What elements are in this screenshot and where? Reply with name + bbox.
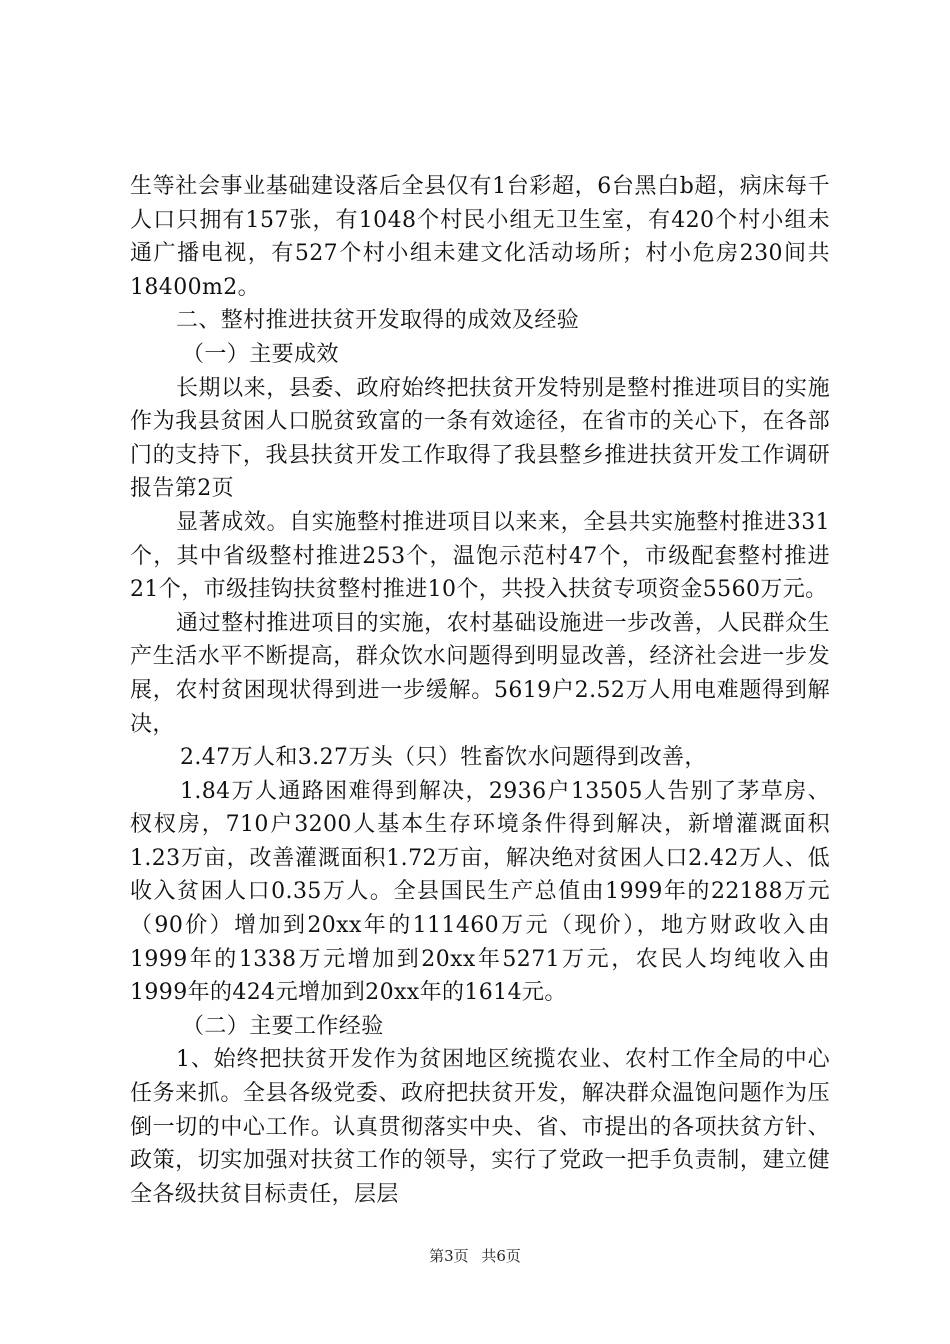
paragraph-long-term-effort: 长期以来，县委、政府始终把扶贫开发特别是整村推进项目的实施作为我县贫困人口脱贫致富的一条有效途径，在省市的关心下，在各部门的支持下，我县扶贫开发工作取得了我县整乡推进扶贫开发工作调研报告第2页 xyxy=(130,375,830,502)
paragraph-notable-results: 显著成效。自实施整村推进项目以来来，全县共实施整村推进331个，其中省级整村推进253个，温饱示范村47个，市级配套整村推进21个，市级挂钩扶贫整村推进10个，共投入扶贫专项资金5560万元。 xyxy=(130,509,830,603)
paragraph-water-supply: 2.47万人和3.27万头（只）牲畜饮水问题得到改善， xyxy=(180,745,707,771)
paragraph-road-and-income: 1.84万人通路困难得到解决，2936户13505人告别了茅草房、杈杈房，710户3200人基本生存环境条件得到解决，新增灌溉面积1.23万亩，改善灌溉面积1.72万亩，解决绝对贫困人口2.42万人、低收入贫困人口0.35万人。全县国民生产总值由1999年的22188万元（90价）增加到20xx年的111460万元（现价），地方财政收入由1999年的1338万元增加到20xx年5271万元，农民人均纯收入由1999年的424元增加到20xx年的1614元。 xyxy=(130,778,830,1006)
total-pages: 共6页 xyxy=(481,1247,521,1265)
paragraph-health-infrastructure: 生等社会事业基础建设落后全县仅有1台彩超，6台黑白b超，病床每千人口只拥有157张，有1048个村民小组无卫生室，有420个村小组未通广播电视，有527个村小组未建文化活动场所；村小危房230间共18400m2。 xyxy=(130,174,830,300)
paragraph-central-task: 1、始终把扶贫开发作为贫困地区统揽农业、农村工作全局的中心任务来抓。全县各级党委、政府把扶贫开发，解决群众温饱问题作为压倒一切的中心工作。认真贯彻落实中央、省、市提出的各项扶贫方针、政策，切实加强对扶贫工作的领导，实行了党政一把手负责制，建立健全各级扶贫目标责任，层层 xyxy=(130,1047,830,1207)
subsection-heading-work-experience: （二）主要工作经验 xyxy=(182,1013,384,1039)
subsection-heading-main-results: （一）主要成效 xyxy=(182,341,339,367)
document-body xyxy=(130,170,830,1211)
section-heading-2: 二、整村推进扶贫开发取得的成效及经验 xyxy=(176,308,580,334)
page-footer xyxy=(0,1245,950,1266)
page-number: 第3页 xyxy=(429,1247,469,1265)
paragraph-infrastructure-improvement: 通过整村推进项目的实施，农村基础设施进一步改善，人民群众生产生活水平不断提高，群众饮水问题得到明显改善，经济社会进一步发展，农村贫困现状得到进一步缓解。5619户2.52万人用电难题得到解决， xyxy=(130,610,830,737)
